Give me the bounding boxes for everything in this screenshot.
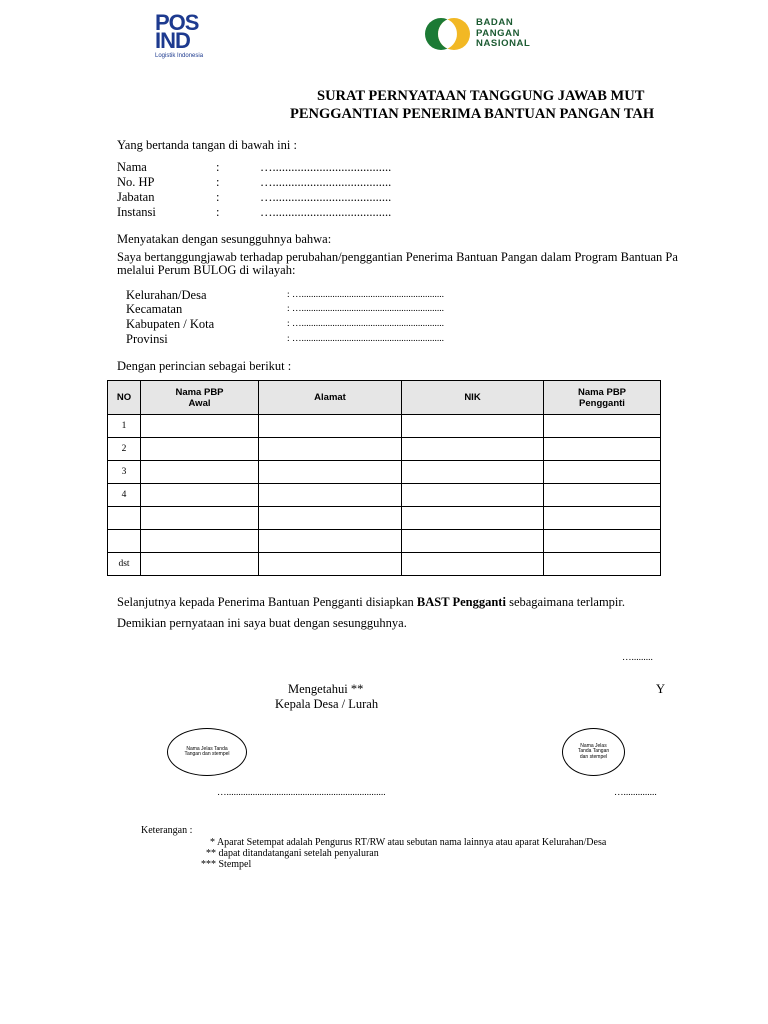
signature-right-dots: ….............. [614, 788, 657, 798]
note-item-1: * Aparat Setempat adalah Pengurus RT/RW atau sebutan nama lainnya atau aparat Kelurahan/Desa [210, 837, 607, 848]
signature-left-dots: …................................................................... [217, 788, 386, 798]
cell-nama-pengganti[interactable] [544, 530, 661, 553]
cell-nik[interactable] [402, 484, 544, 507]
cell-nik[interactable] [402, 461, 544, 484]
table-row [108, 415, 661, 438]
badan-pangan-nasional-logo [424, 16, 564, 52]
bpn-logo-line3: NASIONAL [476, 38, 531, 49]
region-label-kabupaten: Kabupaten / Kota [126, 317, 215, 331]
identity-value-hp: …...................................... [260, 175, 392, 189]
header-nik: NIK [402, 381, 544, 415]
note-item-2: ** dapat ditandatangani setelah penyaluran [206, 848, 379, 859]
cell-nik[interactable] [402, 415, 544, 438]
cell-nama-pengganti[interactable] [544, 461, 661, 484]
signature-right-title: Y [656, 682, 666, 696]
row-number [108, 507, 141, 530]
document-title-line1: SURAT PERNYATAAN TANGGUNG JAWAB MUT [317, 88, 645, 104]
row-number: 4 [108, 484, 141, 507]
table-row [108, 553, 661, 576]
row-number: 3 [108, 461, 141, 484]
date-dots: …......... [622, 653, 653, 663]
notes-title: Keterangan : [141, 825, 193, 836]
region-value-kecamatan: : …............................................................ [287, 304, 445, 314]
region-label-kelurahan: Kelurahan/Desa [126, 288, 207, 302]
table-header-row [108, 381, 661, 415]
cell-nik[interactable] [402, 438, 544, 461]
cell-alamat[interactable] [259, 530, 402, 553]
table-row [108, 507, 661, 530]
bpn-logo-line2: PANGAN [476, 27, 521, 39]
cell-nama-awal[interactable] [141, 438, 259, 461]
identity-label-jabatan: Jabatan [117, 190, 155, 204]
cell-nama-awal[interactable] [141, 553, 259, 576]
identity-value-jabatan: …...................................... [260, 190, 392, 204]
bpn-logo-line1: BADAN [476, 17, 514, 28]
details-intro: Dengan perincian sebagai berikut : [117, 359, 292, 373]
row-number [108, 530, 141, 553]
table-row [108, 484, 661, 507]
cell-alamat[interactable] [259, 484, 402, 507]
row-number: 2 [108, 438, 141, 461]
cell-nama-awal[interactable] [141, 415, 259, 438]
identity-colon: : [216, 175, 220, 189]
region-label-provinsi: Provinsi [126, 332, 168, 346]
cell-nama-awal[interactable] [141, 484, 259, 507]
header-nama-pbp-awal: Nama PBP Awal [141, 381, 259, 415]
cell-nama-pengganti[interactable] [544, 415, 661, 438]
replacement-table [107, 380, 661, 576]
cell-nama-awal[interactable] [141, 461, 259, 484]
statement-line2: Saya bertanggungjawab terhadap perubahan/penggantian Penerima Bantuan Pangan dalam Program Bantuan Pa [117, 250, 678, 264]
bast-pengganti-bold: BAST Pengganti [416, 595, 506, 609]
statement-line3: melalui Perum BULOG di wilayah: [117, 263, 296, 277]
note-item-3: *** Stempel [201, 859, 252, 870]
signature-stamp-right: Nama Jelas Tanda Tangan dan stempel [562, 728, 625, 776]
cell-alamat[interactable] [259, 438, 402, 461]
row-number: 1 [108, 415, 141, 438]
identity-label-instansi: Instansi [117, 205, 156, 219]
cell-alamat[interactable] [259, 415, 402, 438]
identity-label-nama: Nama [117, 160, 147, 174]
identity-colon: : [216, 205, 220, 219]
table-row [108, 438, 661, 461]
region-value-provinsi: : …............................................................ [287, 334, 445, 344]
header-alamat: Alamat [259, 381, 402, 415]
identity-colon: : [216, 160, 220, 174]
header-no: NO [108, 381, 141, 415]
identity-colon: : [216, 190, 220, 204]
cell-nama-pengganti[interactable] [544, 438, 661, 461]
cell-nik[interactable] [402, 507, 544, 530]
cell-nik[interactable] [402, 530, 544, 553]
cell-alamat[interactable] [259, 553, 402, 576]
header-nama-pbp-pengganti: Nama PBP Pengganti [544, 381, 661, 415]
cell-nik[interactable] [402, 553, 544, 576]
document-title-line2: PENGGANTIAN PENERIMA BANTUAN PANGAN TAH [290, 106, 655, 122]
identity-label-hp: No. HP [117, 175, 155, 189]
cell-nama-pengganti[interactable] [544, 553, 661, 576]
signature-stamp-left: Nama Jelas Tanda Tangan dan stempel [167, 728, 247, 776]
region-value-kelurahan: : …............................................................ [287, 290, 445, 300]
pos-indonesia-logo [155, 10, 235, 64]
cell-nama-awal[interactable] [141, 530, 259, 553]
signature-left-role: Kepala Desa / Lurah [275, 697, 379, 711]
identity-value-nama: …...................................... [260, 160, 392, 174]
closing-line2: Demikian pernyataan ini saya buat dengan sesungguhnya. [117, 616, 407, 630]
pos-logo-line1: POS [155, 10, 199, 35]
signature-left-title: Mengetahui ** [288, 682, 364, 696]
statement-line1: Menyatakan dengan sesungguhnya bahwa: [117, 232, 332, 246]
table-row [108, 530, 661, 553]
table-row [108, 461, 661, 484]
cell-nama-awal[interactable] [141, 507, 259, 530]
region-label-kecamatan: Kecamatan [126, 302, 183, 316]
region-value-kabupaten: : …............................................................ [287, 319, 445, 329]
cell-alamat[interactable] [259, 461, 402, 484]
bpn-emblem-icon [424, 16, 472, 52]
cell-nama-pengganti[interactable] [544, 507, 661, 530]
cell-alamat[interactable] [259, 507, 402, 530]
identity-value-instansi: …...................................... [260, 205, 392, 219]
cell-nama-pengganti[interactable] [544, 484, 661, 507]
row-number: dst [108, 553, 141, 576]
pos-logo-line2: IND [155, 28, 190, 53]
closing-line1: Selanjutnya kepada Penerima Bantuan Pengganti disiapkan BAST Pengganti sebagaimana terlampir. [117, 595, 626, 609]
pos-logo-tagline: Logistik Indonesia [155, 53, 204, 59]
intro-text: Yang bertanda tangan di bawah ini : [117, 138, 297, 152]
